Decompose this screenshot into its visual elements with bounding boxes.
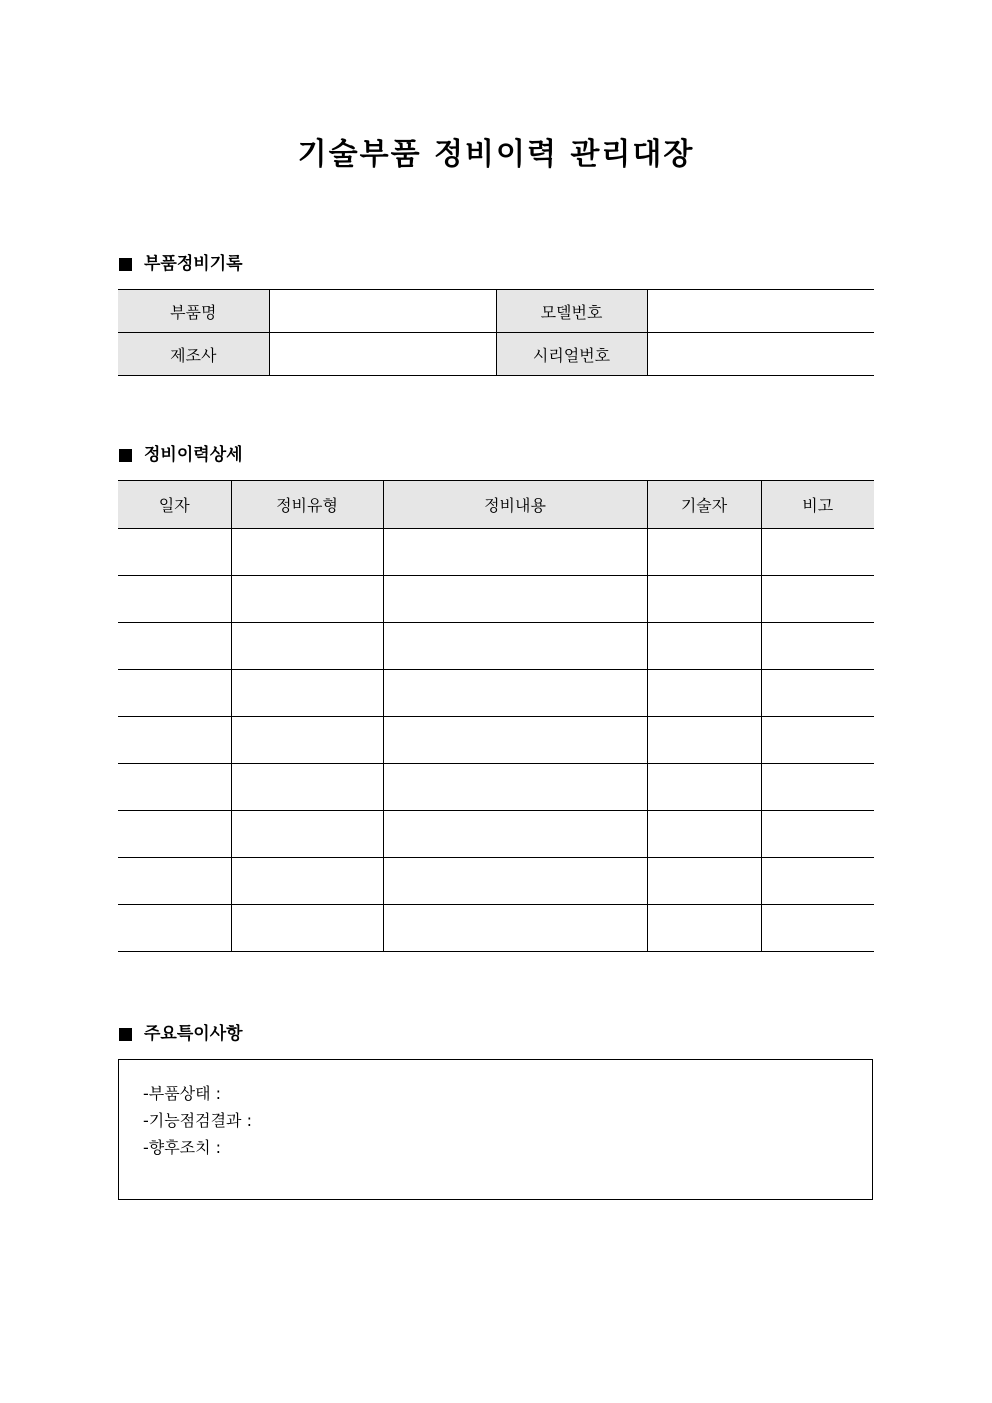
cell-technician[interactable] — [647, 858, 761, 905]
column-header-type: 정비유형 — [231, 481, 383, 529]
cell-date[interactable] — [118, 764, 231, 811]
note-part-condition: -부품상태 : — [143, 1084, 222, 1103]
table-row — [118, 811, 874, 858]
document-title: 기술부품 정비이력 관리대장 — [297, 137, 695, 172]
cell-remarks[interactable] — [761, 811, 874, 858]
cell-remarks[interactable] — [761, 670, 874, 717]
notes-box[interactable] — [118, 1059, 873, 1200]
table-row — [118, 670, 874, 717]
cell-type[interactable] — [231, 670, 383, 717]
cell-date[interactable] — [118, 670, 231, 717]
note-follow-up-action: -향후조치 : — [143, 1138, 222, 1157]
cell-date[interactable] — [118, 576, 231, 623]
cell-type[interactable] — [231, 529, 383, 576]
cell-technician[interactable] — [647, 576, 761, 623]
cell-date[interactable] — [118, 811, 231, 858]
cell-technician[interactable] — [647, 905, 761, 952]
cell-type[interactable] — [231, 576, 383, 623]
cell-remarks[interactable] — [761, 623, 874, 670]
cell-technician[interactable] — [647, 764, 761, 811]
section-heading-label: 부품정비기록 — [144, 254, 243, 274]
serial-number-label: 시리얼번호 — [496, 333, 647, 376]
cell-type[interactable] — [231, 858, 383, 905]
table-header-row — [118, 481, 874, 529]
cell-date[interactable] — [118, 717, 231, 764]
part-name-field[interactable] — [269, 290, 496, 333]
section-heading-notes — [119, 1022, 243, 1046]
parts-record-table — [118, 289, 874, 376]
cell-remarks[interactable] — [761, 905, 874, 952]
model-number-label: 모델번호 — [496, 290, 647, 333]
section-heading-parts-record — [119, 252, 243, 276]
cell-content[interactable] — [383, 576, 647, 623]
cell-remarks[interactable] — [761, 529, 874, 576]
cell-type[interactable] — [231, 623, 383, 670]
column-header-technician: 기술자 — [647, 481, 761, 529]
cell-date[interactable] — [118, 529, 231, 576]
column-header-date: 일자 — [118, 481, 231, 529]
cell-type[interactable] — [231, 717, 383, 764]
table-row — [118, 858, 874, 905]
cell-type[interactable] — [231, 811, 383, 858]
table-row — [118, 717, 874, 764]
manufacturer-label: 제조사 — [118, 333, 269, 376]
part-name-label: 부품명 — [118, 290, 269, 333]
table-row — [118, 333, 874, 376]
section-heading-label: 정비이력상세 — [144, 445, 243, 465]
table-row — [118, 290, 874, 333]
cell-date[interactable] — [118, 905, 231, 952]
cell-technician[interactable] — [647, 623, 761, 670]
table-row — [118, 529, 874, 576]
cell-technician[interactable] — [647, 670, 761, 717]
cell-content[interactable] — [383, 717, 647, 764]
black-square-icon — [119, 1028, 132, 1041]
model-number-field[interactable] — [647, 290, 874, 333]
table-row — [118, 576, 874, 623]
cell-type[interactable] — [231, 905, 383, 952]
section-heading-history — [119, 443, 243, 467]
serial-number-field[interactable] — [647, 333, 874, 376]
table-row — [118, 905, 874, 952]
cell-content[interactable] — [383, 670, 647, 717]
cell-content[interactable] — [383, 905, 647, 952]
cell-remarks[interactable] — [761, 764, 874, 811]
black-square-icon — [119, 258, 132, 271]
table-row — [118, 764, 874, 811]
section-heading-label: 주요특이사항 — [144, 1024, 243, 1044]
column-header-content: 정비내용 — [383, 481, 647, 529]
note-function-check-result: -기능점검결과 : — [143, 1111, 252, 1130]
column-header-remarks: 비고 — [761, 481, 874, 529]
cell-content[interactable] — [383, 858, 647, 905]
table-row — [118, 623, 874, 670]
cell-technician[interactable] — [647, 529, 761, 576]
cell-content[interactable] — [383, 764, 647, 811]
cell-technician[interactable] — [647, 811, 761, 858]
cell-content[interactable] — [383, 811, 647, 858]
cell-content[interactable] — [383, 529, 647, 576]
cell-date[interactable] — [118, 623, 231, 670]
cell-content[interactable] — [383, 623, 647, 670]
cell-remarks[interactable] — [761, 717, 874, 764]
cell-type[interactable] — [231, 764, 383, 811]
cell-remarks[interactable] — [761, 576, 874, 623]
manufacturer-field[interactable] — [269, 333, 496, 376]
cell-technician[interactable] — [647, 717, 761, 764]
cell-date[interactable] — [118, 858, 231, 905]
maintenance-history-table — [118, 480, 874, 952]
cell-remarks[interactable] — [761, 858, 874, 905]
black-square-icon — [119, 449, 132, 462]
